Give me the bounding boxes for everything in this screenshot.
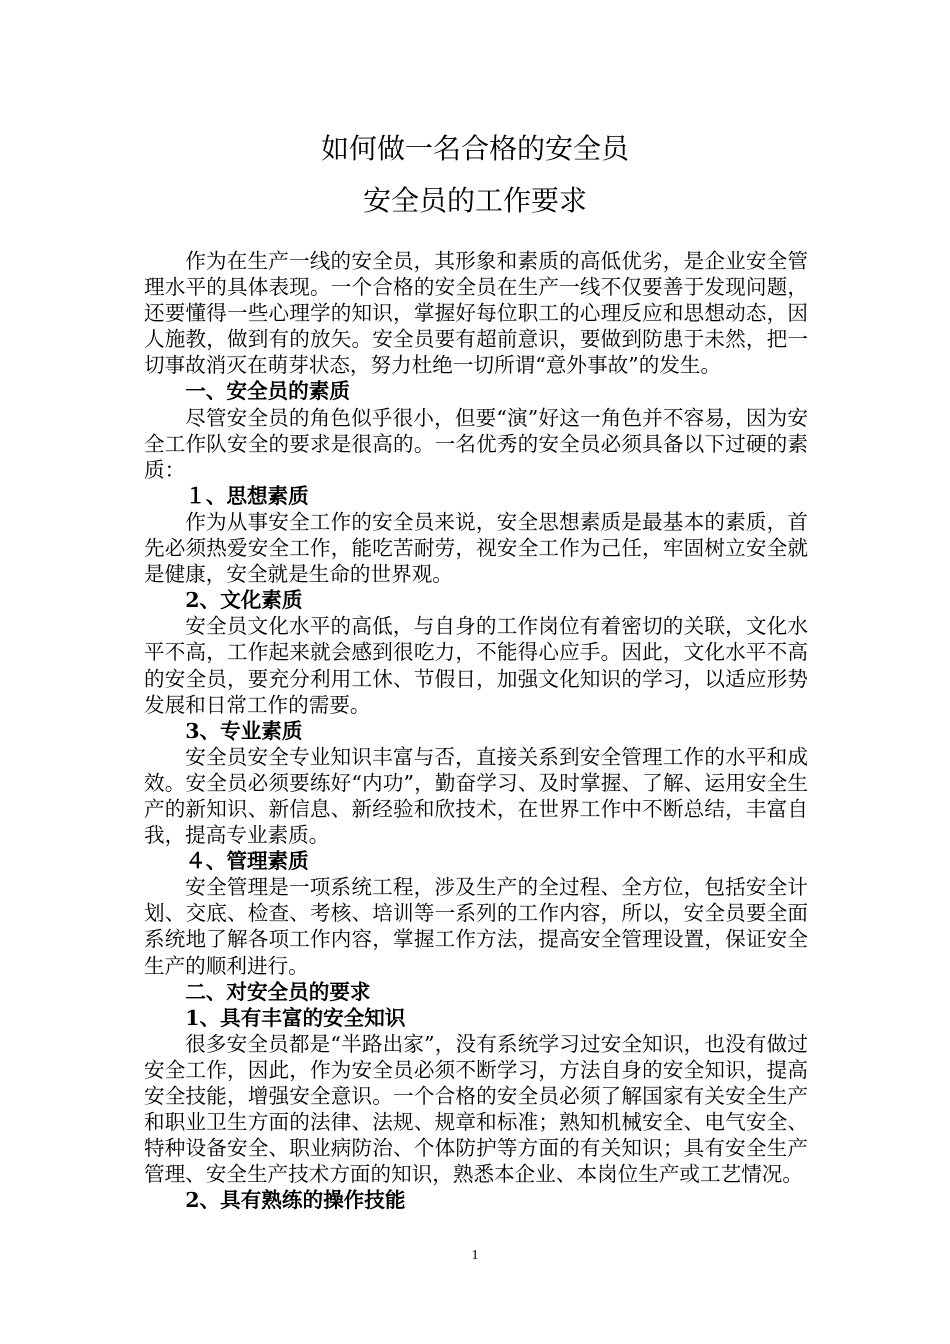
subsection-heading: 1、具有丰富的安全知识 [185, 1005, 406, 1030]
subsection-paragraph: 安全员安全专业知识丰富与否，直接关系到安全管理工作的水平和成效。安全员必须要练好“内功”，勤奋学习、及时掌握、了解、运用安全生产的新知识、新信息、新经验和欣技术，在世界工作中不断总结，丰富自我，提高专业素质。 [144, 744, 808, 848]
document-subtitle: 安全员的工作要求 [362, 184, 587, 217]
intro-paragraph: 作为在生产一线的安全员，其形象和素质的高低优劣，是企业安全管理水平的具体表现。一个合格的安全员在生产一线不仅要善于发现问题，还要懂得一些心理学的知识，掌握好每位职工的心理反应和思想动态，因人施教，做到有的放矢。安全员要有超前意识，要做到防患于未然，把一切事故消灭在萌芽状态，努力杜绝一切所谓“意外事故”的发生。 [144, 249, 808, 378]
subsection-heading: １、思想素质 [185, 483, 309, 508]
subsection-heading: 3、专业素质 [185, 718, 303, 743]
subsection-paragraph: 很多安全员都是“半路出家”，没有系统学习过安全知识，也没有做过安全工作，因此，作为安全员必须不断学习，方法自身的安全知识，提高安全技能，增强安全意识。一个合格的安全员必须了解国家有关安全生产和职业卫生方面的法律、法规、规章和标准；熟知机械安全、电气安全、特种设备安全、职业病防治、个体防护等方面的有关知识；具有安全生产管理、安全生产技术方面的知识，熟悉本企业、本岗位生产或工艺情况。 [144, 1031, 808, 1187]
subsection-heading: 2、具有熟练的操作技能 [185, 1188, 406, 1213]
subsection-paragraph: 安全管理是一项系统工程，涉及生产的全过程、全方位，包括安全计划、交底、检查、考核、培训等一系列的工作内容，所以，安全员要全面系统地了解各项工作内容，掌握工作方法，提高安全管理设置，保证安全生产的顺利进行。 [144, 875, 808, 978]
subsection-heading: 2、文化素质 [185, 588, 303, 613]
subsection-heading: ４、管理素质 [185, 849, 309, 874]
page-number: 1 [471, 1248, 479, 1263]
subsection-paragraph: 作为从事安全工作的安全员来说，安全思想素质是最基本的素质，首先必须热爱安全工作，能吃苦耐劳，视安全工作为己任，牢固树立安全就是健康，安全就是生命的世界观。 [144, 509, 808, 587]
section-heading: 一、安全员的素质 [185, 379, 350, 404]
document-body [144, 248, 808, 1213]
subsection-paragraph: 安全员文化水平的高低，与自身的工作岗位有着密切的关联，文化水平不高，工作起来就会感到很吃力，不能得心应手。因此，文化水平不高的安全员，要充分利用工休、节假日，加强文化知识的学习，以适应形势发展和日常工作的需要。 [144, 614, 808, 717]
section-heading: 二、对安全员的要求 [185, 979, 371, 1004]
document-title: 如何做一名合格的安全员 [320, 132, 629, 165]
section-intro-paragraph: 尽管安全员的角色似乎很小，但要“演”好这一角色并不容易，因为安全工作队安全的要求是很高的。一名优秀的安全员必须具备以下过硬的素质： [144, 405, 808, 482]
